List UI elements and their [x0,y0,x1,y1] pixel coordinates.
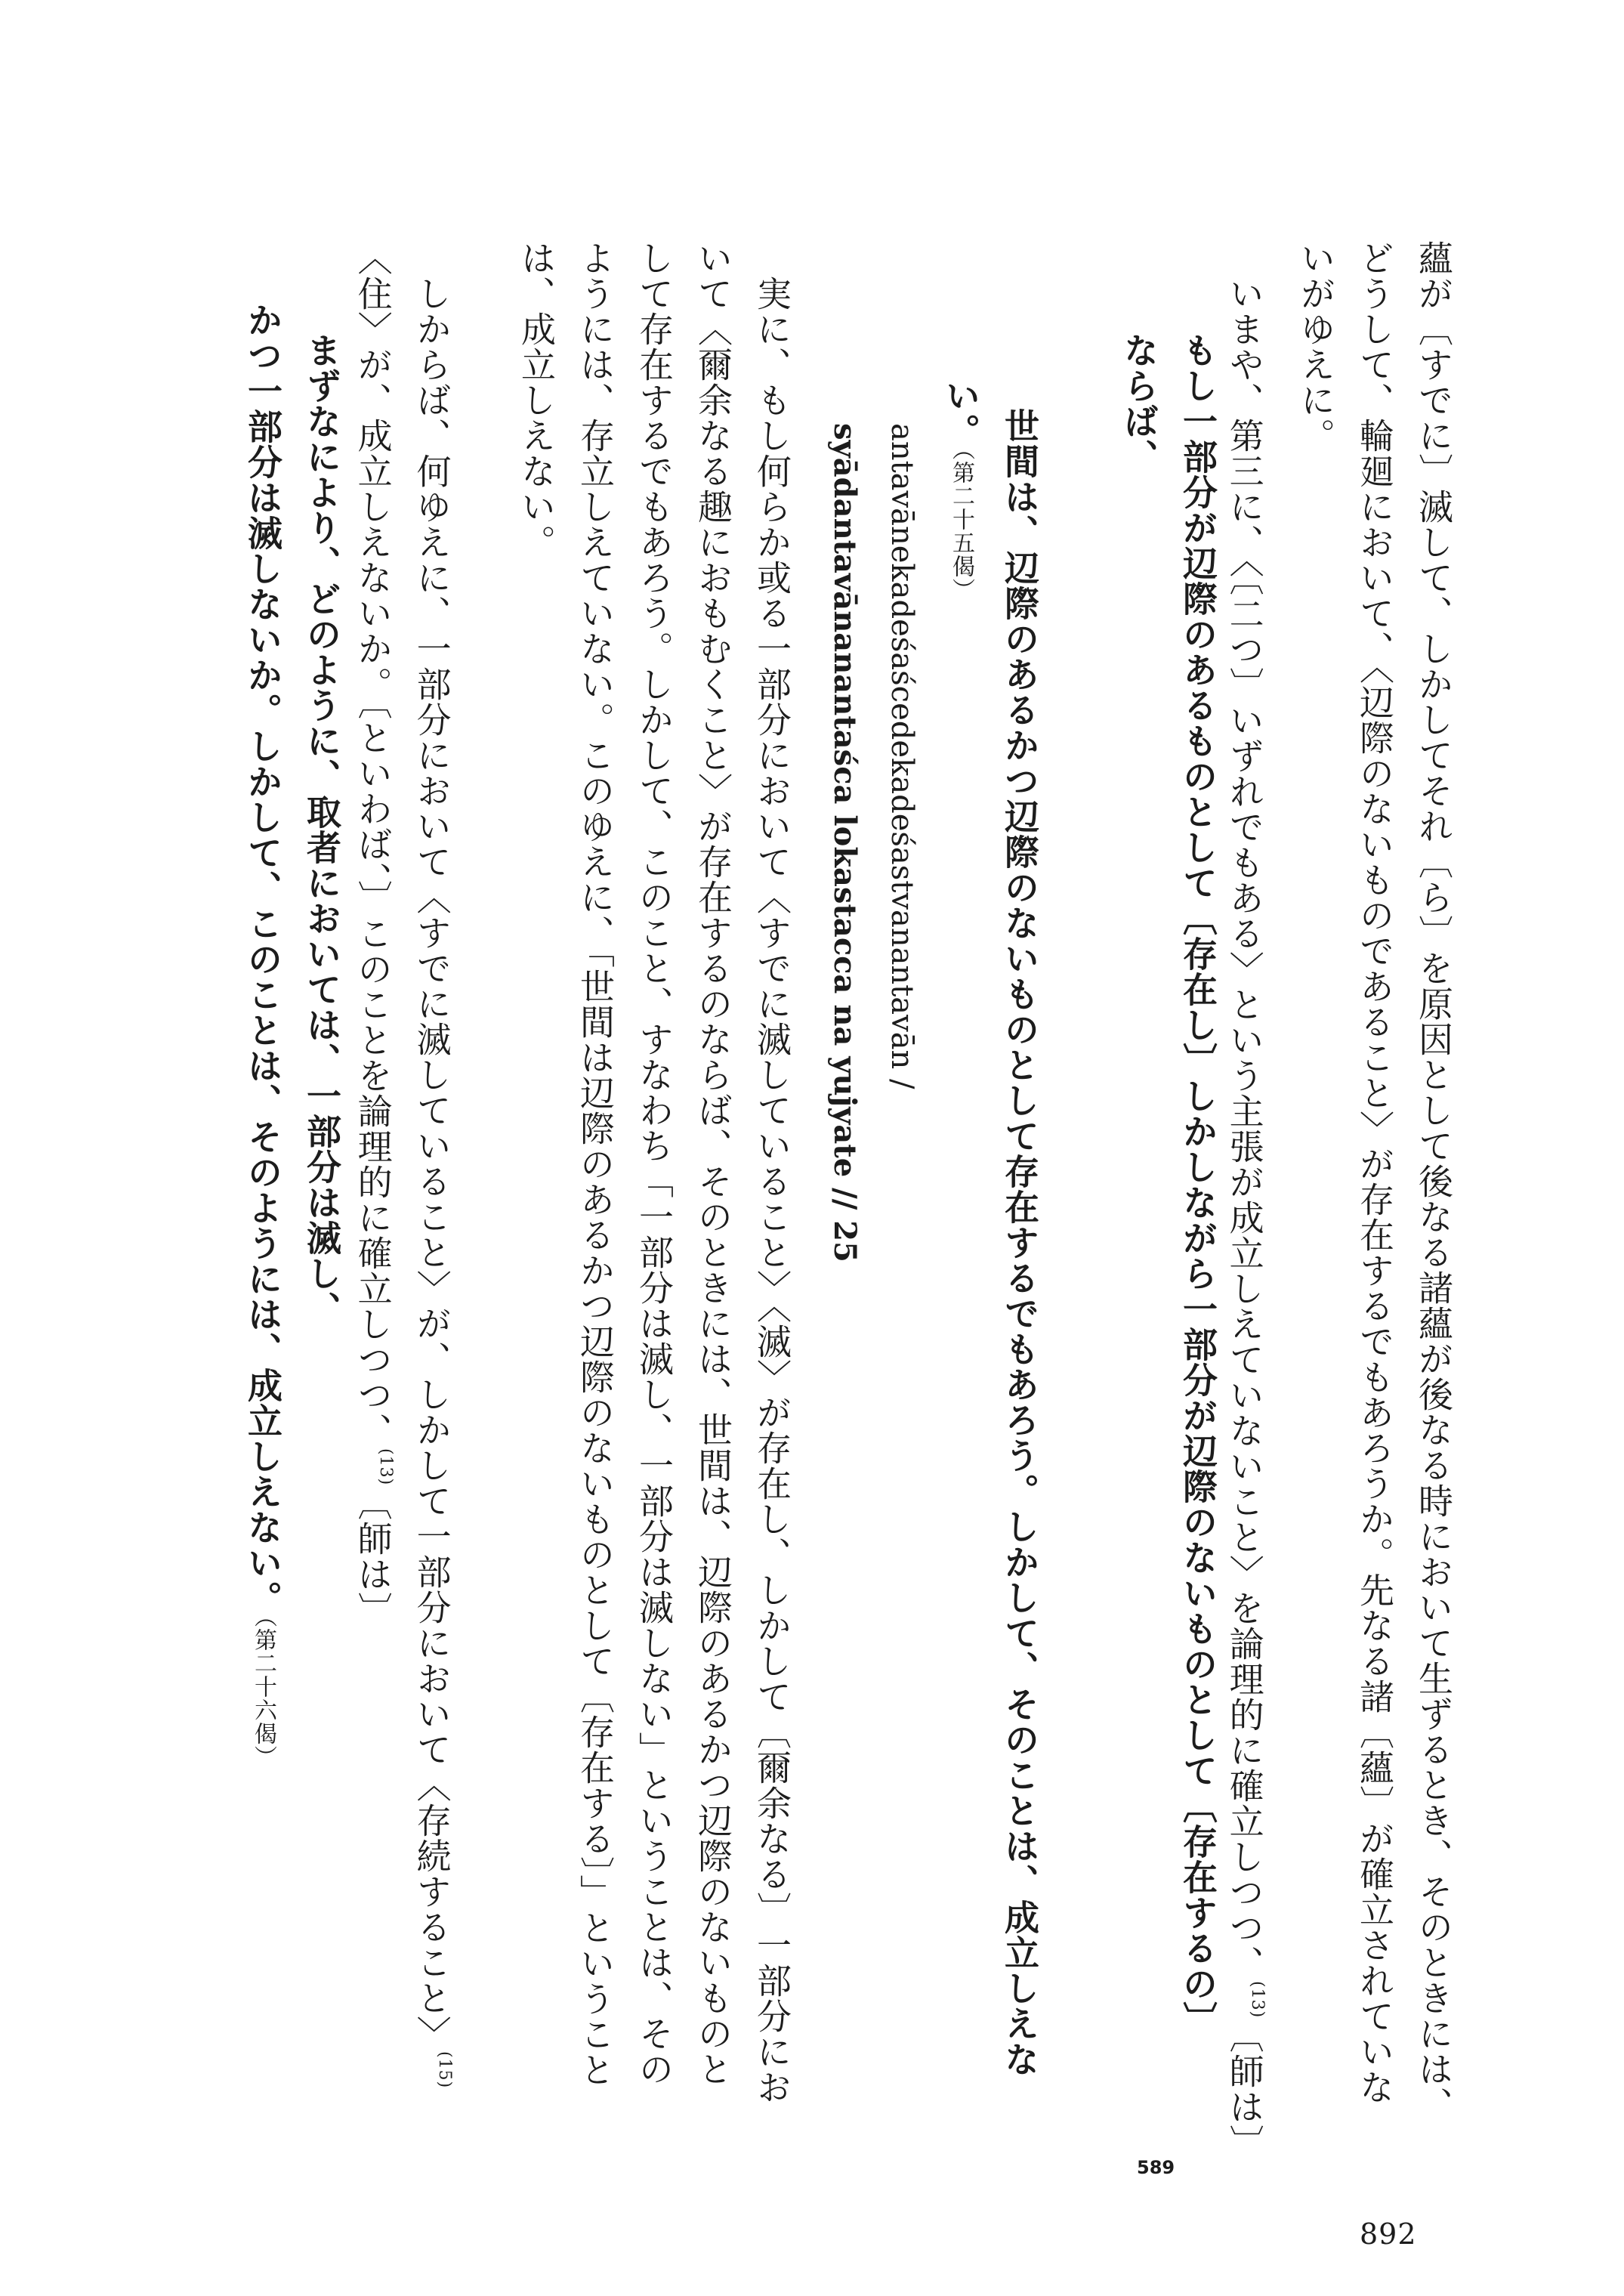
column-text: ようには、存立しえていない。このゆえに、「世間は辺際のあるかつ辺際のないものとして〔存在する〕」ということ [575,240,616,2087]
page-number: 892 [1360,2217,1417,2251]
text-column-7 [997,408,1042,2077]
note-marker: (15) [435,2051,454,2089]
text-column-10 [690,240,736,2087]
text-column-13 [514,240,559,560]
column-text: いて〈爾余なる趣におもむくこと〉が存在するのならば、そのときには、世間は、辺際のあるかつ辺際のないものと [693,240,733,2087]
column-text: まずなにより、どのように、取者においては、一部分は滅し、 [301,332,342,1327]
column-text: 世間は、辺際のあるかつ辺際のないものとして存在するでもあろう。しかして、そのことは、成立しえな [999,408,1040,2077]
text-column-2 [1352,240,1397,2105]
text-column-5 [1175,332,1221,2037]
column-tail: 〔師は〕 [352,1485,394,1628]
text-column-17 [240,302,286,1769]
column-text: 蘊が〔すでに〕滅して、しかしてそれ〔ら〕を原因として後なる諸蘊が後なる時において生ずるとき、そのときには、 [1413,240,1454,2122]
column-text: は、成立しえない。 [516,240,557,560]
column-text: 実に、もし何らか或る一部分において〈すでに滅していること〉〈滅〉が存在し、しかして〔爾余なる〕一部分にお [752,276,792,2105]
sanskrit-text: antavānekadeśaścedekadeśastvanantavān / [885,423,919,1089]
text-column-16 [299,332,344,1327]
text-column-4 [1224,276,1280,2161]
column-text: かつ一部分は滅しないか。しかして、このことは、そのようには、成立しえない。 [242,302,283,1616]
sanskrit-text: syādantavānanantaśca lokastacca na yujyate // 25 [827,423,863,1262]
text-column-3 [1293,240,1338,453]
text-column-14 [411,276,467,2089]
verse-number: （第二十六偈） [250,1616,276,1769]
text-column-15 [352,240,408,1628]
column-text: い。 [940,378,981,449]
column-text: 〈住〉が、成立しえないか。〔といわば、〕このことを論理的に確立しつつ、 [352,240,394,1448]
column-tail: 〔師は〕 [1224,2018,1265,2161]
sanskrit-line-2 [822,423,867,1262]
text-column-8 [938,378,983,601]
column-text: して存在するでもあろう。しかして、このこと、すなわち「一部分は滅し、一部分は滅しない」ということは、その [634,240,675,2087]
column-text: もし一部分が辺際のあるものとして〔存在し〕しかしながら一部分が辺際のないものとして〔存在するの〕 [1178,332,1218,2037]
note-marker: (13) [1248,1981,1267,2019]
verse-number: （第二十五偈） [948,449,974,601]
text-column-6 [1116,332,1162,474]
column-text: いがゆえに。 [1295,240,1336,453]
margin-number: 589 [1137,2157,1175,2178]
sanskrit-line-1 [879,423,925,1089]
column-text: ならば、 [1119,332,1159,474]
note-marker: (13) [376,1448,395,1486]
column-text: どうして、輪廻において、〈辺際のないものであること〉が存在するでもあろうか。先なる諸〔蘊〕が確立されていな [1354,240,1395,2105]
text-column-9 [749,276,795,2105]
column-text: しからば、何ゆえに、一部分において〈すでに滅していること〉が、しかして一部分において〈存続すること〉 [411,276,452,2051]
text-column-11 [631,240,677,2087]
column-text: いまや、第三に、〈〔二つ〕いずれでもある〉という主張が成立しえていないこと〉を論理的に確立しつつ、 [1224,276,1265,1981]
text-column-12 [573,240,618,2087]
text-column-1 [1411,240,1456,2122]
